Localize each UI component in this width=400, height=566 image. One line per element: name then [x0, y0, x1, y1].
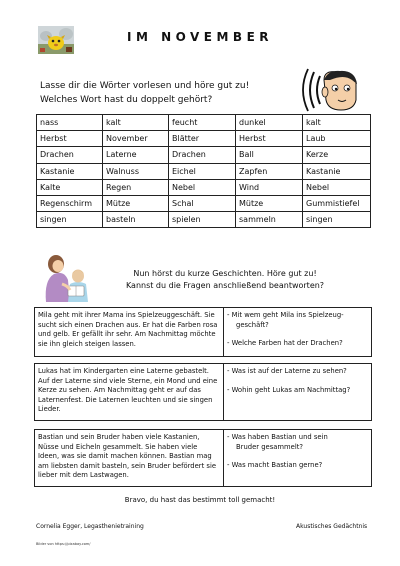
word-cell: Mütze	[236, 195, 303, 211]
instruction-line-1: Lasse dir die Wörter vorlesen und höre gut zu!	[40, 81, 250, 91]
table-row	[37, 195, 371, 211]
word-cell: Wind	[236, 179, 303, 195]
story-box-1	[34, 307, 372, 357]
instruction-line-2: Welches Wort hast du doppelt gehört?	[40, 95, 213, 105]
story-text: Lukas hat im Kindergarten eine Laterne gebastelt. Auf der Laterne sind viele Sterne, ein Mond und eine Kerze zu sehen. Am Nachmittag geht er auf das Laternenfest. Die Laternen leuchten und sie singen Lieder.	[35, 364, 224, 420]
word-cell: Eichel	[169, 163, 236, 179]
story-text: Mila geht mit ihrer Mama ins Spielzeuggeschäft. Sie sucht sich einen Drachen aus. Er hat die Farben rosa und gelb. Er gefällt ihr sehr. Am Nachmittag möchte sie ihn gleich steigen lassen.	[35, 308, 224, 356]
table-row	[37, 212, 371, 228]
listening-face-image	[300, 68, 366, 112]
word-cell: Blätter	[169, 131, 236, 147]
word-cell: Schal	[169, 195, 236, 211]
bravo-message: Bravo, du hast das bestimmt toll gemacht!	[124, 496, 276, 504]
word-cell: kalt	[103, 115, 169, 131]
word-cell: Herbst	[37, 131, 103, 147]
story-questions	[224, 308, 371, 356]
word-cell: Kastanie	[37, 163, 103, 179]
question: - Wohin geht Lukas am Nachmittag?	[227, 385, 351, 394]
word-cell: Kalte	[37, 179, 103, 195]
word-cell: Drachen	[37, 147, 103, 163]
word-cell: Kerze	[303, 147, 371, 163]
instruction	[40, 79, 249, 107]
footer-topic: Akustisches Gedächtnis	[296, 523, 368, 530]
story-questions	[224, 364, 371, 420]
word-cell: feucht	[169, 115, 236, 131]
word-cell: Ball	[236, 147, 303, 163]
table-row	[37, 131, 371, 147]
word-cell: basteln	[103, 212, 169, 228]
word-cell: sammeln	[236, 212, 303, 228]
word-cell: singen	[303, 212, 371, 228]
word-cell: spielen	[169, 212, 236, 228]
word-cell: Regenschirm	[37, 195, 103, 211]
word-cell: Nebel	[169, 179, 236, 195]
question-continued: geschäft?	[236, 320, 269, 329]
question: - Mit wem geht Mila ins Spielzeug-	[227, 311, 344, 319]
word-cell: Mütze	[103, 195, 169, 211]
word-cell: nass	[37, 115, 103, 131]
word-cell: Gummistiefel	[303, 195, 371, 211]
table-row	[37, 179, 371, 195]
story-questions	[224, 430, 371, 486]
question: - Was macht Bastian gerne?	[227, 461, 323, 470]
table-row	[37, 115, 371, 131]
question-continued: Bruder gesammelt?	[236, 442, 304, 451]
instruction-2-line-1: Nun hörst du kurze Geschichten. Höre gut zu!	[133, 269, 317, 278]
word-cell: Kastanie	[303, 163, 371, 179]
instruction-2-line-2: Kannst du die Fragen anschließend beantworten?	[125, 281, 325, 290]
word-cell: Walnuss	[103, 163, 169, 179]
word-cell: Regen	[103, 179, 169, 195]
word-cell: Laub	[303, 131, 371, 147]
question: - Was haben Bastian und sein	[227, 433, 328, 441]
word-cell: kalt	[303, 115, 371, 131]
word-cell: Nebel	[303, 179, 371, 195]
story-box-2	[34, 363, 372, 421]
instruction-2	[0, 268, 400, 292]
word-cell: Zapfen	[236, 163, 303, 179]
image-credit: Bilder von https://pixabay.com/	[36, 542, 91, 546]
table-row	[37, 163, 371, 179]
story-text: Bastian und sein Bruder haben viele Kastanien, Nüsse und Eicheln gesammelt. Sie haben viele Ideen, was sie damit machen können. Bastian mag am liebsten damit basteln, sein Bruder befördert sie lieber mit dem Lastwagen.	[35, 430, 224, 486]
word-cell: November	[103, 131, 169, 147]
word-cell: dunkel	[236, 115, 303, 131]
footer-author: Cornelia Egger, Legasthenietraining	[36, 523, 144, 530]
word-cell: singen	[37, 212, 103, 228]
story-box-3	[34, 429, 372, 487]
question: - Was ist auf der Laterne zu sehen?	[227, 367, 347, 375]
word-cell: Herbst	[236, 131, 303, 147]
page-title: IM NOVEMBER	[126, 30, 273, 44]
word-table	[36, 114, 371, 228]
question: - Welche Farben hat der Drachen?	[227, 339, 343, 348]
word-cell: Laterne	[103, 147, 169, 163]
table-row	[37, 147, 371, 163]
word-cell: Drachen	[169, 147, 236, 163]
